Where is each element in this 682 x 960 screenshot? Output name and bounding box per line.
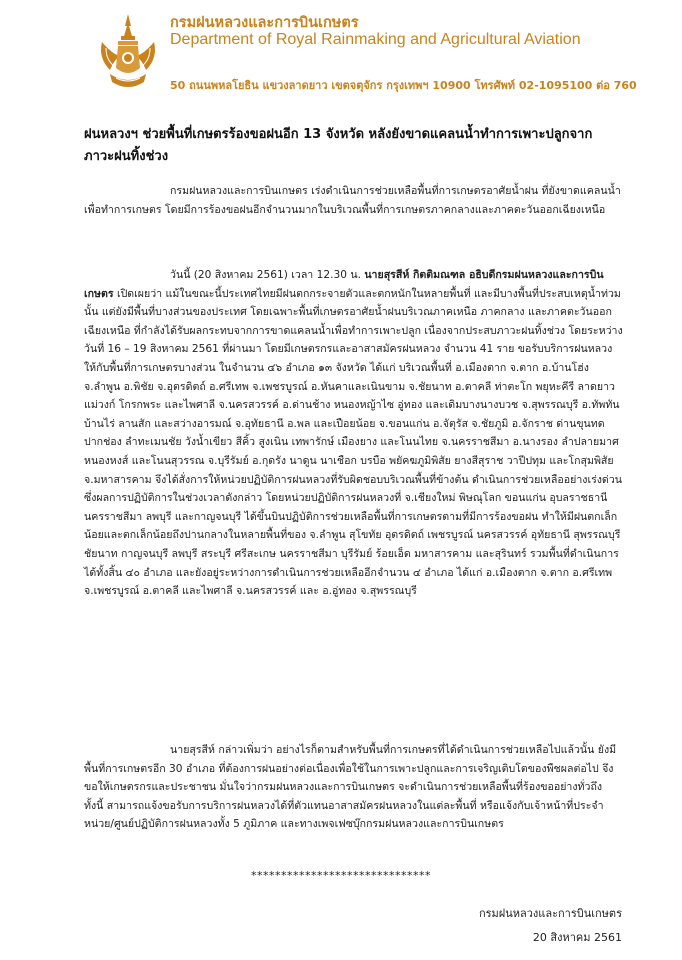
department-name-english: Department of Royal Rainmaking and Agricultural Aviation <box>170 31 581 48</box>
department-name-thai: กรมฝนหลวงและการบินเกษตร <box>170 15 359 31</box>
signature-organization: กรมฝนหลวงและการบินเกษตร <box>478 907 622 920</box>
letterhead <box>0 0 682 100</box>
signature-date: 20 สิงหาคม 2561 <box>532 931 622 944</box>
main-paragraph <box>84 266 624 601</box>
date-time-lead: วันนี้ (20 สิงหาคม 2561) เวลา 12.30 น. <box>170 269 365 281</box>
intro-paragraph: กรมฝนหลวงและการบินเกษตร เร่งดำเนินการช่วยเหลือพื้นที่การเกษตรอาศัยน้ำฝน ที่ยังขาดแคลนน้ำเพื่อทำการเกษตร โดยมีการร้องขอฝนอีกจำนวนมากในบริเวณพื้นที่การเกษตรภาคกลางและภาคตะวันออกเฉียงเหนือ <box>84 185 621 216</box>
main-paragraph-body: เปิดเผยว่า แม้ในขณะนี้ประเทศไทยมีฝนตกกระจายตัวและตกหนักในหลายพื้นที่ และมีบางพื้นที่ประสบเหตุน้ำท่วมนั้น แต่ยังมีพื้นที่บางส่วนของประเทศ โดยเฉพาะพื้นที่เกษตรอาศัยน้ำฝนบริเวณภาคเหนือ ภาคกลาง และภาคตะวันออกเฉียงเหนือ ที่กำลังได้รับผลกระทบจากการขาดแคลนน้ำเพื่อทำการเพาะปลูก เนื่องจากประสบภาวะฝนทิ้งช่วง โดยระหว่างวันที่ 16 – 19 สิงหาคม 2561 ที่ผ่านมา โดยมีเกษตรกรและอาสาสมัครฝนหลวง จำนวน 41 ราย ขอรับบริการฝนหลวงให้กับพื้นที่การเกษตรบางส่วน ในจำนวน ๔๖ อำเภอ ๑๓ จังหวัด ได้แก่ บริเวณพื้นที่ อ.เมืองตาก จ.ตาก อ.บ้านโฮ่ง จ.ลำพูน อ.พิชัย จ.อุตรดิตถ์ อ.ศรีเทพ จ.เพชรบูรณ์ อ.หันคาและเนินขาม จ.ชัยนาท อ.ตาคลี ท่าตะโก พยุหะคีรี ลาดยาว แม่วงก์ โกรกพระ และไพศาลี จ.นครสวรรค์ อ.ด่านช้าง หนองหญ้าไซ อู่ทอง และเดิมบางนางบวช จ.สุพรรณบุรี อ.ทัพทัน บ้านไร่ ลานสัก และสว่างอารมณ์ จ.อุทัยธานี อ.พล และเปือยน้อย จ.ขอนแก่น อ.จัตุรัส จ.ชัยภูมิ อ.จักราช ด่านขุนทด ปากช่อง ลำทะเมนชัย วังน้ำเขียว สีคิ้ว สูงเนิน เทพารักษ์ เมืองยาง และโนนไทย จ.นครราชสีมา อ.นางรอง ลำปลายมาศ หนองหงส์ และโนนสุวรรณ จ.บุรีรัมย์ อ.กุดรัง นาดูน นาเชือก บรบือ พยัคฆภูมิพิสัย ยางสีสุราช วาปีปทุม และโกสุมพิสัย จ.มหาสารคาม จึงได้สั่งการให้หน่วยปฏิบัติการฝนหลวงที่รับผิดชอบบริเวณพื้นที่ข้างต้น ดำเนินการช่วยเหลืออย่างเร่งด่วน ซึ่งผลการปฏิบัติการในช่วงเวลาดังกล่าว โดยหน่วยปฏิบัติการฝนหลวงที่ จ.เชียงใหม่ พิษณุโลก ขอนแก่น อุบลราชธานี นครราชสีมา ลพบุรี และกาญจนบุรี ได้ขึ้นบินปฏิบัติการช่วยเหลือพื้นที่การเกษตรตามที่มีการร้องขอฝน ทำให้มีฝนตกเล็กน้อยและตกเล็กน้อยถึงปานกลางในหลายพื้นที่ของ จ.ลำพูน สุโขทัย อุตรดิตถ์ เพชรบูรณ์ นครสวรรค์ อุทัยธานี สุพรรณบุรี ชัยนาท กาญจนบุรี ลพบุรี สระบุรี ศรีสะเกษ นครราชสีมา บุรีรัมย์ ร้อยเอ็ด มหาสารคาม และสุรินทร์ รวมพื้นที่ดำเนินการได้ทั้งสิ้น ๔๐ อำเภอ และยังอยู่ระหว่างการดำเนินการช่วยเหลืออีกจำนวน ๔ อำเภอ ได้แก่ อ.เมืองตาก จ.ตาก อ.ศรีเทพ จ.เพชรบูรณ์ อ.ตาคลี และไพศาลี จ.นครสวรรค์ และ อ.อู่ทอง จ.สุพรรณบุรี <box>84 287 623 598</box>
press-headline: ฝนหลวงฯ ช่วยพื้นที่เกษตรร้องขอฝนอีก 13 จังหวัด หลังยังขาดแคลนน้ำทำการเพาะปลูกจากภาวะฝนทิ้งช่วง <box>84 127 593 164</box>
royal-emblem-icon <box>96 12 160 92</box>
closing-paragraph: นายสุรสีห์ กล่าวเพิ่มว่า อย่างไรก็ตามสำหรับพื้นที่การเกษตรที่ได้ดำเนินการช่วยเหลือไปแล้วนั้น ยังมีพื้นที่การเกษตรอีก 30 อำเภอ ที่ต้องการฝนอย่างต่อเนื่องเพื่อใช้ในการเพาะปลูกและการเจริญเติบโตของพืชผลต่อไป จึงขอให้เกษตรกรและประชาชน มั่นใจว่ากรมฝนหลวงและการบินเกษตร จะดำเนินการช่วยเหลือพื้นที่ร้องขออย่างทั่วถึง ทั้งนี้ สามารถแจ้งขอรับการบริการฝนหลวงได้ที่ตัวแทนอาสาสมัครฝนหลวงในแต่ละพื้นที่ หรือแจ้งกับเจ้าหน้าที่ประจำหน่วย/ศูนย์ปฏิบัติการฝนหลวงทั้ง 5 ภูมิภาค และทางเพจเฟซบุ๊กกรมฝนหลวงและการบินเกษตร <box>84 744 617 831</box>
department-address: 50 ถนนพหลโยธิน แขวงลาดยาว เขตจตุจักร กรุงเทพฯ 10900 โทรศัพท์ 02-1095100 ต่อ 760 <box>170 79 637 92</box>
spokesperson-name: นายสุรสีห์ กิตติมณฑล อธิบดีกรมฝนหลวงและการบินเกษตร <box>84 269 604 300</box>
separator: ****************************** <box>251 869 431 882</box>
